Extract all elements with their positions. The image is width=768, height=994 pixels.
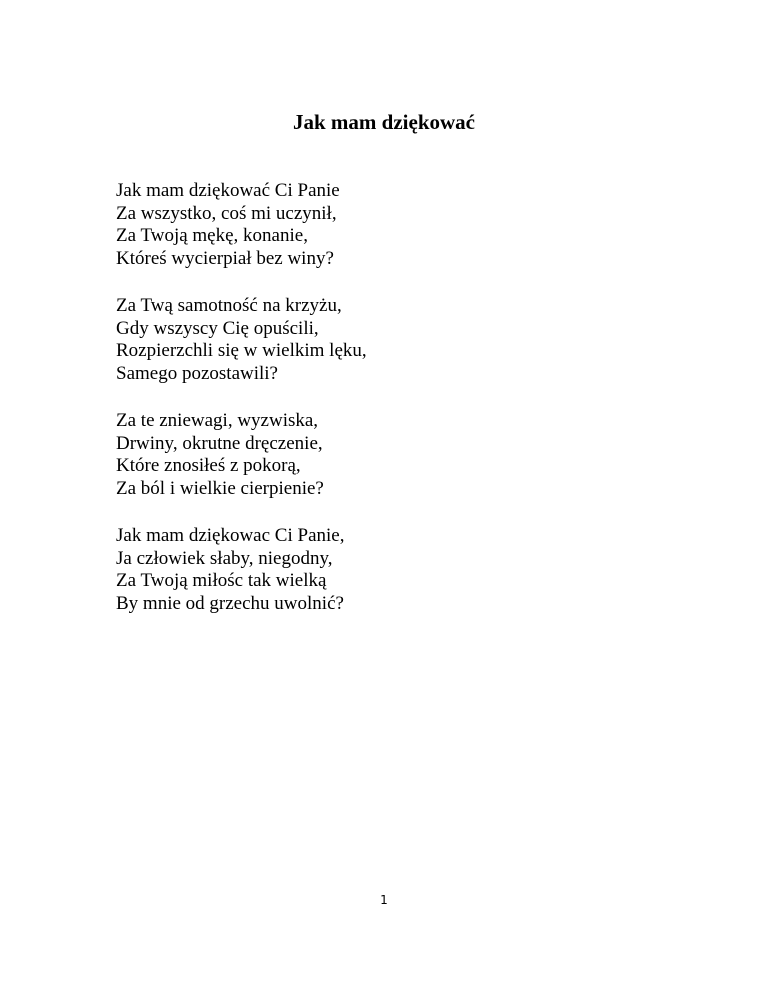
- poem-line: Drwiny, okrutne dręczenie,: [116, 432, 323, 454]
- poem-line: Za Twoją miłośc tak wielką: [116, 570, 327, 591]
- poem-line: Któreś wycierpiał bez winy?: [116, 247, 334, 269]
- page-number: 1: [380, 893, 388, 907]
- poem-line: By mnie od grzechu uwolnić?: [116, 592, 344, 614]
- poem-line: Ja człowiek słaby, niegodny,: [116, 547, 333, 569]
- poem-line: Jak mam dziękowac Ci Panie,: [116, 525, 345, 546]
- poem-line: Za ból i wielkie cierpienie?: [116, 477, 324, 499]
- poem-line: Za wszystko, coś mi uczynił,: [116, 202, 337, 224]
- poem-body: [116, 180, 676, 640]
- stanza-1: [116, 180, 676, 270]
- poem-title: Jak mam dziękować: [293, 110, 475, 134]
- poem-line: Gdy wszyscy Cię opuścili,: [116, 317, 319, 339]
- poem-line: Jak mam dziękować Ci Panie: [116, 180, 340, 201]
- stanza-3: [116, 410, 676, 500]
- poem-line: Samego pozostawili?: [116, 362, 278, 384]
- poem-line: Za Twoją mękę, konanie,: [116, 225, 308, 246]
- stanza-2: [116, 295, 676, 385]
- poem-line: Za Twą samotność na krzyżu,: [116, 295, 342, 316]
- poem-line: Które znosiłeś z pokorą,: [116, 455, 301, 476]
- poem-line: Za te zniewagi, wyzwiska,: [116, 410, 319, 431]
- stanza-4: [116, 525, 676, 615]
- poem-line: Rozpierzchli się w wielkim lęku,: [116, 340, 367, 361]
